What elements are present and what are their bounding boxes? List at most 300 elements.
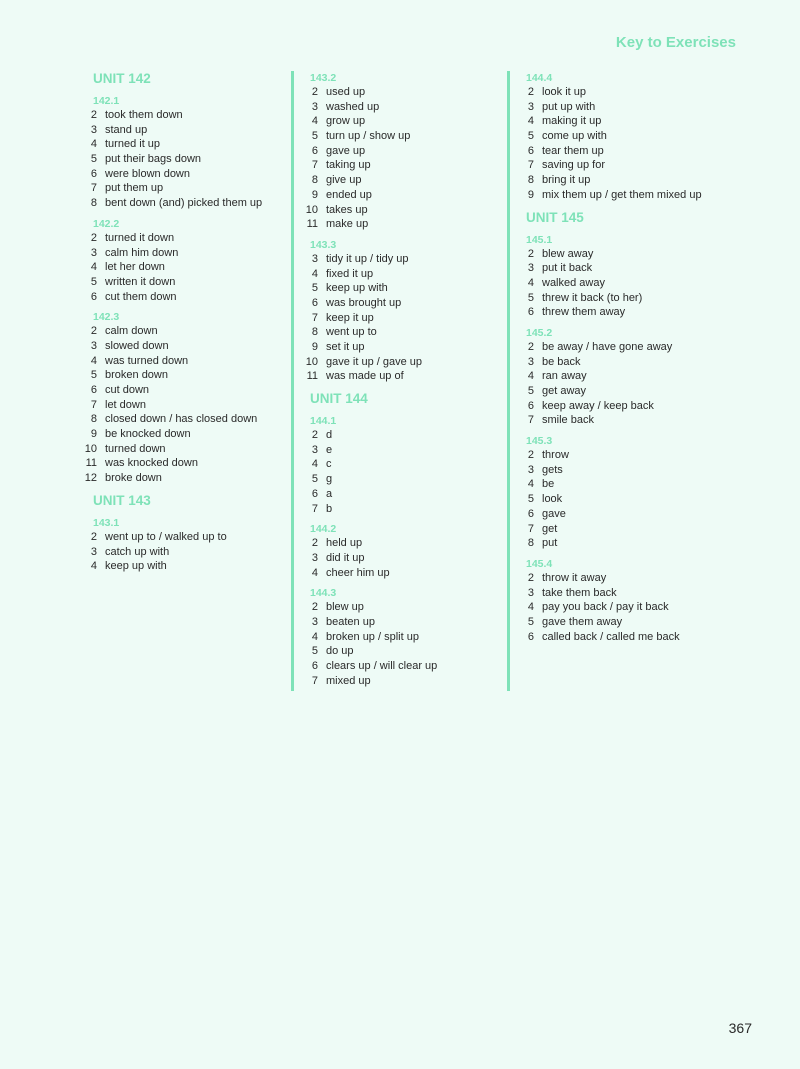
answer-text: take them back <box>542 586 617 599</box>
answer-number: 2 <box>90 530 97 543</box>
answer-number: 12 <box>84 472 97 485</box>
answer-number: 2 <box>527 340 534 353</box>
answer-item <box>520 291 720 306</box>
answer-item <box>304 551 504 566</box>
answer-item <box>304 457 504 472</box>
answer-number: 6 <box>311 144 318 157</box>
answer-text: beaten up <box>326 615 375 628</box>
answer-number: 3 <box>311 443 318 456</box>
answer-text: put <box>542 537 558 550</box>
unit-heading: UNIT 145 <box>526 209 584 225</box>
exercise-number: 145.2 <box>526 326 553 339</box>
answer-text: do up <box>326 645 354 658</box>
answer-number: 2 <box>311 429 318 442</box>
answer-item <box>83 530 283 545</box>
answer-number: 4 <box>527 478 534 491</box>
answer-item <box>520 492 720 507</box>
answer-text: ended up <box>326 188 372 201</box>
answer-text: gets <box>542 463 563 476</box>
answer-text: turned down <box>105 442 166 455</box>
answer-text: gave them away <box>542 615 623 628</box>
answer-item <box>83 339 283 354</box>
answer-text: threw them away <box>542 306 626 319</box>
answer-text: put it back <box>542 262 593 275</box>
answer-item <box>520 129 720 144</box>
unit-heading: UNIT 144 <box>310 391 368 407</box>
answer-text: tidy it up / tidy up <box>326 252 409 265</box>
answer-item <box>83 123 283 138</box>
answer-text: turn up / show up <box>326 130 411 143</box>
answer-item <box>304 173 504 188</box>
answer-number: 7 <box>527 414 534 427</box>
answer-number: 3 <box>527 463 534 476</box>
answer-text: was turned down <box>105 354 189 367</box>
answer-text: slowed down <box>105 339 169 352</box>
answer-item <box>520 463 720 478</box>
unit-heading: UNIT 143 <box>93 492 151 508</box>
exercise-section <box>83 94 283 211</box>
answer-column-1 <box>83 70 283 580</box>
answer-text: broken up / split up <box>326 630 419 643</box>
answer-text: look it up <box>542 86 587 98</box>
answer-number: 3 <box>311 252 318 265</box>
answer-text: was made up of <box>326 370 404 383</box>
answer-text: a <box>326 487 333 500</box>
answer-item <box>304 659 504 674</box>
answer-text: went up to <box>326 326 377 339</box>
answer-item <box>304 630 504 645</box>
answer-number: 11 <box>85 457 97 470</box>
answer-item <box>304 355 504 370</box>
answer-text: set it up <box>326 341 365 353</box>
answer-number: 7 <box>311 159 318 172</box>
answer-number: 8 <box>90 413 97 426</box>
answer-text: g <box>326 473 333 486</box>
exercise-section <box>83 217 283 304</box>
unit-block <box>520 209 720 645</box>
answer-number: 7 <box>311 674 318 687</box>
answer-number: 5 <box>311 282 318 295</box>
answer-item <box>83 559 283 574</box>
answer-item <box>520 173 720 188</box>
unit-block <box>304 71 504 384</box>
answer-item <box>520 522 720 537</box>
answer-item <box>520 85 720 100</box>
answer-number: 5 <box>311 645 318 658</box>
answer-number: 2 <box>527 571 534 584</box>
answer-number: 2 <box>527 86 534 98</box>
answer-item <box>520 247 720 262</box>
exercise-number: 143.1 <box>93 516 120 529</box>
answer-item <box>520 507 720 522</box>
exercise-number: 142.3 <box>93 311 120 324</box>
answer-item <box>520 399 720 414</box>
answer-number: 5 <box>311 473 318 486</box>
answer-text: threw it back (to her) <box>542 291 643 304</box>
answer-text: keep up with <box>105 560 167 573</box>
answer-item <box>304 487 504 502</box>
answer-text: turned it up <box>105 138 161 151</box>
answer-number: 4 <box>527 601 534 614</box>
answer-item <box>520 305 720 320</box>
answer-text: took them down <box>105 109 183 121</box>
answer-text: gave <box>542 507 566 520</box>
answer-text: fixed it up <box>326 267 374 280</box>
answer-number: 2 <box>311 86 318 98</box>
answer-item <box>83 246 283 261</box>
exercise-section <box>520 326 720 428</box>
answer-number: 11 <box>306 218 318 231</box>
exercise-number: 143.3 <box>310 238 337 251</box>
answer-item <box>83 181 283 196</box>
answer-text: were blown down <box>105 167 190 180</box>
answer-number: 4 <box>90 261 97 274</box>
answer-text: throw it away <box>542 571 607 584</box>
exercise-section <box>520 71 720 203</box>
answer-item <box>304 502 504 517</box>
answer-item <box>83 260 283 275</box>
answer-number: 3 <box>90 545 97 558</box>
answer-text: written it down <box>105 275 176 288</box>
answer-item <box>83 398 283 413</box>
answer-text: washed up <box>326 100 380 113</box>
answer-number: 3 <box>527 262 534 275</box>
answer-item <box>304 203 504 218</box>
answer-number: 4 <box>311 630 318 643</box>
answer-text: be away / have gone away <box>542 340 673 353</box>
answer-item <box>304 114 504 129</box>
answer-item <box>304 674 504 689</box>
answer-number: 3 <box>90 123 97 136</box>
answer-text: keep away / keep back <box>542 399 654 412</box>
answer-text: be <box>542 478 555 491</box>
answer-number: 3 <box>311 615 318 628</box>
answer-item <box>520 413 720 428</box>
answer-number: 5 <box>527 385 534 397</box>
answer-number: 11 <box>306 370 318 383</box>
answer-number: 10 <box>305 355 318 368</box>
answer-item <box>520 536 720 551</box>
answer-text: bent down (and) picked them up <box>105 197 263 210</box>
answer-text: was knocked down <box>105 457 198 470</box>
answer-text: blew away <box>542 247 594 260</box>
exercise-number: 144.4 <box>526 72 553 84</box>
answer-item <box>83 412 283 427</box>
answer-number: 3 <box>311 100 318 113</box>
answer-item <box>304 443 504 458</box>
answer-item <box>304 311 504 326</box>
answer-text: closed down / has closed down <box>105 413 258 426</box>
answer-number: 8 <box>311 326 318 339</box>
answer-item <box>304 325 504 340</box>
answer-number: 3 <box>90 339 97 352</box>
answer-number: 8 <box>527 174 534 187</box>
answer-number: 4 <box>311 115 318 128</box>
answer-item <box>520 158 720 173</box>
answer-item <box>520 369 720 384</box>
answer-text: c <box>326 458 332 471</box>
answer-number: 4 <box>527 276 534 289</box>
answer-text: make up <box>326 218 369 231</box>
exercise-section <box>304 238 504 384</box>
answer-text: called back / called me back <box>542 630 680 643</box>
unit-block <box>520 71 720 203</box>
exercise-section <box>83 516 283 574</box>
answer-text: mixed up <box>326 674 371 687</box>
answer-item <box>304 188 504 203</box>
answer-number: 6 <box>527 630 534 643</box>
answer-text: throw <box>542 449 569 462</box>
answer-number: 7 <box>527 522 534 535</box>
answer-item <box>304 536 504 551</box>
answer-number: 5 <box>527 130 534 143</box>
answer-text: cheer him up <box>326 566 390 579</box>
answer-item <box>304 472 504 487</box>
exercise-section <box>304 71 504 232</box>
exercise-section <box>304 522 504 580</box>
answer-text: grow up <box>326 115 366 128</box>
answer-text: did it up <box>326 551 365 564</box>
answer-item <box>83 471 283 486</box>
answer-item <box>304 644 504 659</box>
answer-item <box>83 383 283 398</box>
answer-item <box>520 355 720 370</box>
unit-block <box>83 70 283 486</box>
answer-item <box>520 144 720 159</box>
answer-number: 8 <box>90 197 97 210</box>
answer-item <box>83 368 283 383</box>
answer-text: making it up <box>542 115 602 128</box>
answer-item <box>83 275 283 290</box>
unit-heading: UNIT 142 <box>93 71 151 86</box>
answer-number: 5 <box>527 291 534 304</box>
answer-text: blew up <box>326 601 364 614</box>
answer-text: put up with <box>542 100 596 113</box>
answer-text: mix them up / get them mixed up <box>542 188 702 201</box>
answer-text: give up <box>326 174 362 187</box>
answer-number: 8 <box>527 537 534 550</box>
answer-item <box>520 261 720 276</box>
answer-item <box>520 188 720 203</box>
answer-text: takes up <box>326 203 368 216</box>
answer-item <box>304 615 504 630</box>
answer-number: 6 <box>311 296 318 309</box>
answer-item <box>520 100 720 115</box>
answer-item <box>83 231 283 246</box>
answer-number: 7 <box>311 502 318 515</box>
answer-item <box>83 137 283 152</box>
answer-text: stand up <box>105 123 148 136</box>
answer-number: 4 <box>311 566 318 579</box>
answer-text: keep it up <box>326 311 374 324</box>
answer-item <box>520 586 720 601</box>
answer-item <box>304 600 504 615</box>
answer-number: 9 <box>311 188 318 201</box>
answer-text: broken down <box>105 369 168 382</box>
answer-number: 6 <box>90 167 97 180</box>
answer-number: 4 <box>90 354 97 367</box>
exercise-number: 145.3 <box>526 435 553 448</box>
answer-text: saving up for <box>542 159 605 172</box>
answer-number: 6 <box>527 399 534 412</box>
answer-text: look <box>542 493 563 506</box>
answer-text: was brought up <box>326 296 402 309</box>
answer-number: 5 <box>311 130 318 143</box>
answer-item <box>83 152 283 167</box>
answer-number: 6 <box>311 487 318 500</box>
answer-item <box>304 340 504 355</box>
exercise-number: 142.2 <box>93 217 120 230</box>
exercise-section <box>304 414 504 516</box>
answer-text: bring it up <box>542 174 591 187</box>
answer-number: 9 <box>311 341 318 353</box>
answer-number: 3 <box>527 586 534 599</box>
answer-number: 6 <box>311 660 318 672</box>
answer-text: calm him down <box>105 246 179 259</box>
answer-item <box>520 615 720 630</box>
answer-number: 3 <box>527 100 534 113</box>
answer-text: clears up / will clear up <box>326 660 438 672</box>
page-header-title: Key to Exercises <box>615 34 736 51</box>
answer-item <box>520 340 720 355</box>
answer-column-3 <box>507 71 720 691</box>
answer-item <box>520 477 720 492</box>
answer-item <box>83 456 283 471</box>
answer-number: 7 <box>90 398 97 411</box>
answer-number: 6 <box>527 306 534 319</box>
answer-item <box>304 267 504 282</box>
answer-number: 5 <box>527 493 534 506</box>
answer-number: 9 <box>527 188 534 201</box>
exercise-number: 143.2 <box>310 72 337 84</box>
answer-text: tear them up <box>542 144 604 157</box>
answer-text: cut down <box>105 384 150 396</box>
answer-number: 7 <box>527 159 534 172</box>
answer-number: 6 <box>90 384 97 396</box>
answer-item <box>83 427 283 442</box>
exercise-number: 145.4 <box>526 557 553 570</box>
answer-item <box>520 384 720 399</box>
answer-text: gave it up / gave up <box>326 355 423 368</box>
answer-item <box>520 114 720 129</box>
answer-number: 5 <box>90 369 97 382</box>
answer-item <box>520 630 720 645</box>
answer-item <box>304 296 504 311</box>
answer-item <box>520 448 720 463</box>
answer-number: 2 <box>527 247 534 260</box>
answer-item <box>83 167 283 182</box>
answer-text: cut them down <box>105 290 177 303</box>
answer-item <box>304 428 504 443</box>
answer-text: put their bags down <box>105 153 202 166</box>
answer-number: 10 <box>305 203 318 216</box>
answer-text: used up <box>326 86 366 98</box>
answer-text: went up to / walked up to <box>105 530 227 543</box>
exercise-section <box>83 310 283 486</box>
answer-number: 2 <box>527 449 534 462</box>
answer-number: 5 <box>90 275 97 288</box>
answer-item <box>304 217 504 232</box>
exercise-section <box>520 434 720 551</box>
answer-item <box>83 442 283 457</box>
answer-item <box>83 545 283 560</box>
answer-number: 8 <box>311 174 318 187</box>
answer-number: 4 <box>311 267 318 280</box>
answer-text: be back <box>542 355 581 368</box>
answer-item <box>304 566 504 581</box>
answer-item <box>304 369 504 384</box>
answer-text: be knocked down <box>105 428 191 441</box>
answer-item <box>304 158 504 173</box>
answer-text: gave up <box>326 144 366 157</box>
answer-text: let down <box>105 398 146 411</box>
answer-text: smile back <box>542 414 594 427</box>
answer-text: taking up <box>326 159 371 172</box>
answer-text: catch up with <box>105 545 170 558</box>
answer-item <box>304 85 504 100</box>
answer-number: 2 <box>90 109 97 121</box>
answer-number: 7 <box>311 311 318 324</box>
answer-item <box>520 276 720 291</box>
answer-text: turned it down <box>105 231 175 244</box>
answer-number: 6 <box>527 507 534 520</box>
answer-number: 10 <box>84 442 97 455</box>
answer-item <box>304 144 504 159</box>
exercise-number: 144.2 <box>310 523 337 536</box>
answer-text: get away <box>542 385 587 397</box>
answer-text: get <box>542 522 558 535</box>
answer-item <box>83 324 283 339</box>
answer-item <box>304 100 504 115</box>
answer-number: 2 <box>311 537 318 550</box>
answer-number: 5 <box>527 615 534 628</box>
answer-text: ran away <box>542 370 587 383</box>
answer-text: broke down <box>105 472 162 485</box>
answer-text: e <box>326 443 333 456</box>
unit-block <box>304 390 504 688</box>
answer-text: pay you back / pay it back <box>542 601 669 614</box>
answer-number: 4 <box>90 138 97 151</box>
answer-text: d <box>326 429 333 442</box>
answer-number: 9 <box>90 428 97 441</box>
answer-number: 6 <box>527 144 534 157</box>
answer-item <box>304 252 504 267</box>
answer-column-2 <box>291 71 504 691</box>
answer-text: put them up <box>105 182 164 195</box>
page-number: 367 <box>728 1020 752 1036</box>
answer-number: 4 <box>90 560 97 573</box>
unit-block <box>83 492 283 574</box>
answer-number: 5 <box>90 153 97 166</box>
answer-number: 6 <box>90 290 97 303</box>
answer-text: keep up with <box>326 282 388 295</box>
answer-number: 2 <box>90 325 97 338</box>
answer-item <box>304 281 504 296</box>
answer-number: 3 <box>90 246 97 259</box>
answer-number: 3 <box>527 355 534 368</box>
answer-item <box>83 108 283 123</box>
exercise-section <box>520 557 720 644</box>
answer-text: walked away <box>542 276 605 289</box>
answer-item <box>520 600 720 615</box>
answer-number: 4 <box>527 115 534 128</box>
answer-text: come up with <box>542 130 607 143</box>
answer-number: 2 <box>90 231 97 244</box>
answer-number: 7 <box>90 182 97 195</box>
answer-item <box>83 354 283 369</box>
exercise-number: 144.1 <box>310 415 337 428</box>
exercise-number: 142.1 <box>93 95 120 107</box>
